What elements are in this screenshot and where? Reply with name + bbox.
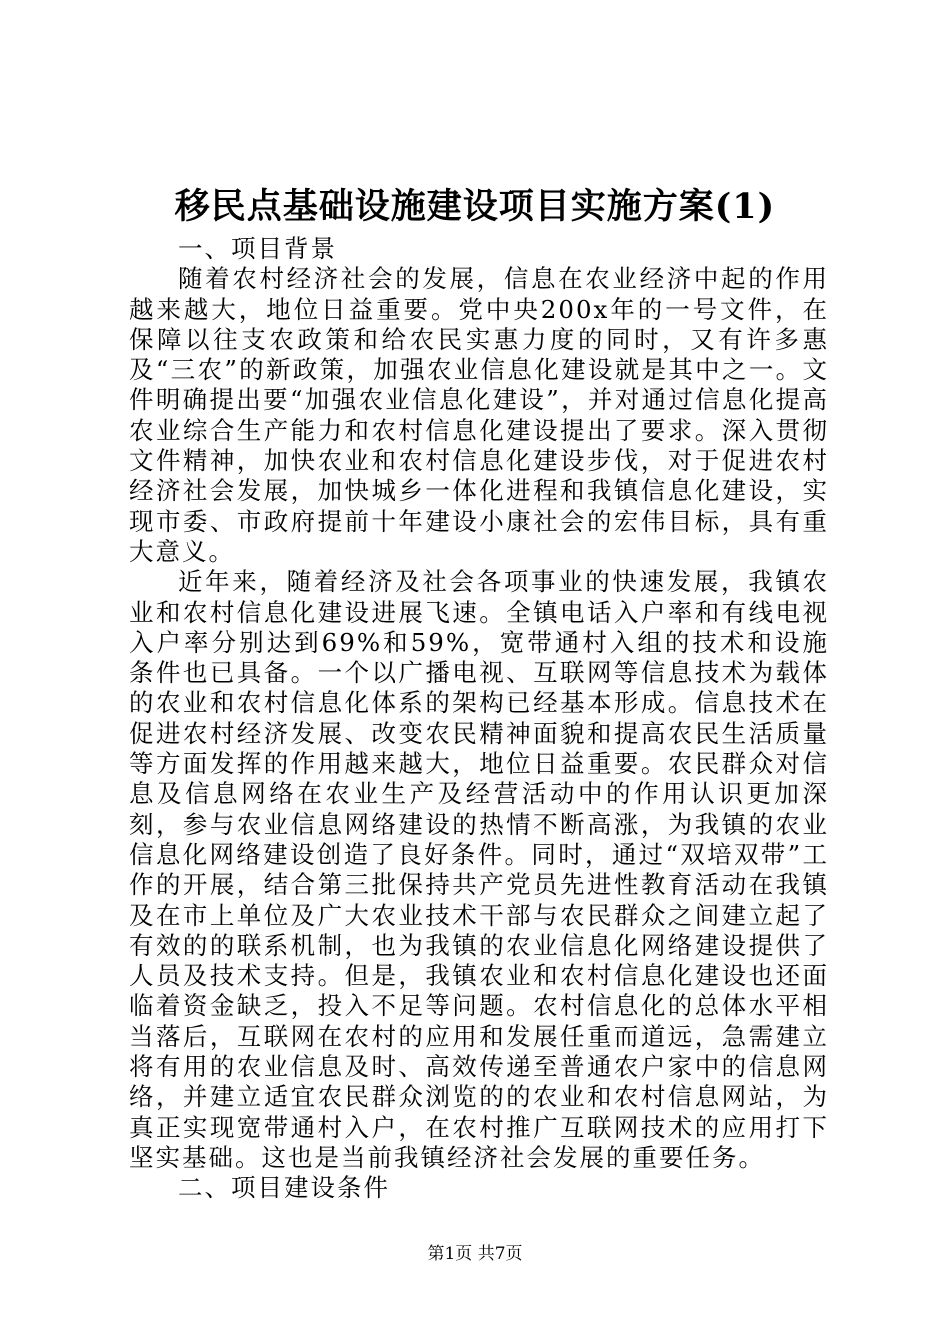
- section-heading-conditions: 二、项目建设条件: [178, 1173, 390, 1203]
- section-heading-background: 一、项目背景: [178, 234, 337, 263]
- paragraph-background-2: 近年来，随着经济及社会各项事业的快速发展，我镇农业和农村信息化建设进展飞速。全镇电话入户率和有线电视入户率分别达到69%和59%，宽带通村入组的技术和设施条件也已具备。一个以广播电视、互联网等信息技术为载体的农业和农村信息化体系的架构已经基本形成。信息技术在促进农村经济发展、改变农民精神面貌和提高农民生活质量等方面发挥的作用越来越大，地位日益重要。农民群众对信息及信息网络在农业生产及经营活动中的作用认识更加深刻，参与农业信息网络建设的热情不断高涨，为我镇的农业信息化网络建设创造了良好条件。同时，通过“双培双带”工作的开展，结合第三批保持共产党员先进性教育活动在我镇及在市上单位及广大农业技术干部与农民群众之间建立起了有效的的联系机制，也为我镇的农业信息化网络建设提供了人员及技术支持。但是，我镇农业和农村信息化建设也还面临着资金缺乏，投入不足等问题。农村信息化的总体水平相当落后，互联网在农村的应用和发展任重而道远，急需建立将有用的农业信息及时、高效传递至普通农户家中的信息网络，并建立适宜农民群众浏览的的农业和农村信息网站，为真正实现宽带通村入户，在农村推广互联网技术的应用打下坚实基础。这也是当前我镇经济社会发展的重要任务。: [129, 567, 829, 1172]
- page-footer: 第1页 共7页: [427, 1244, 523, 1264]
- paragraph-background-1: 随着农村经济社会的发展，信息在农业经济中起的作用越来越大，地位日益重要。党中央200x年的一号文件，在保障以往支农政策和给农民实惠力度的同时，又有许多惠及“三农”的新政策，加强农业信息化建设就是其中之一。文件明确提出要“加强农业信息化建设”，并对通过信息化提高农业综合生产能力和农村信息化建设提出了要求。深入贯彻文件精神，加快农业和农村信息化建设步伐，对于促进农村经济社会发展，加快城乡一体化进程和我镇信息化建设，实现市委、市政府提前十年建设小康社会的宏伟目标，具有重大意义。: [129, 264, 829, 566]
- document-body: [129, 234, 829, 1204]
- document-title: 移民点基础设施建设项目实施方案(1): [174, 186, 776, 227]
